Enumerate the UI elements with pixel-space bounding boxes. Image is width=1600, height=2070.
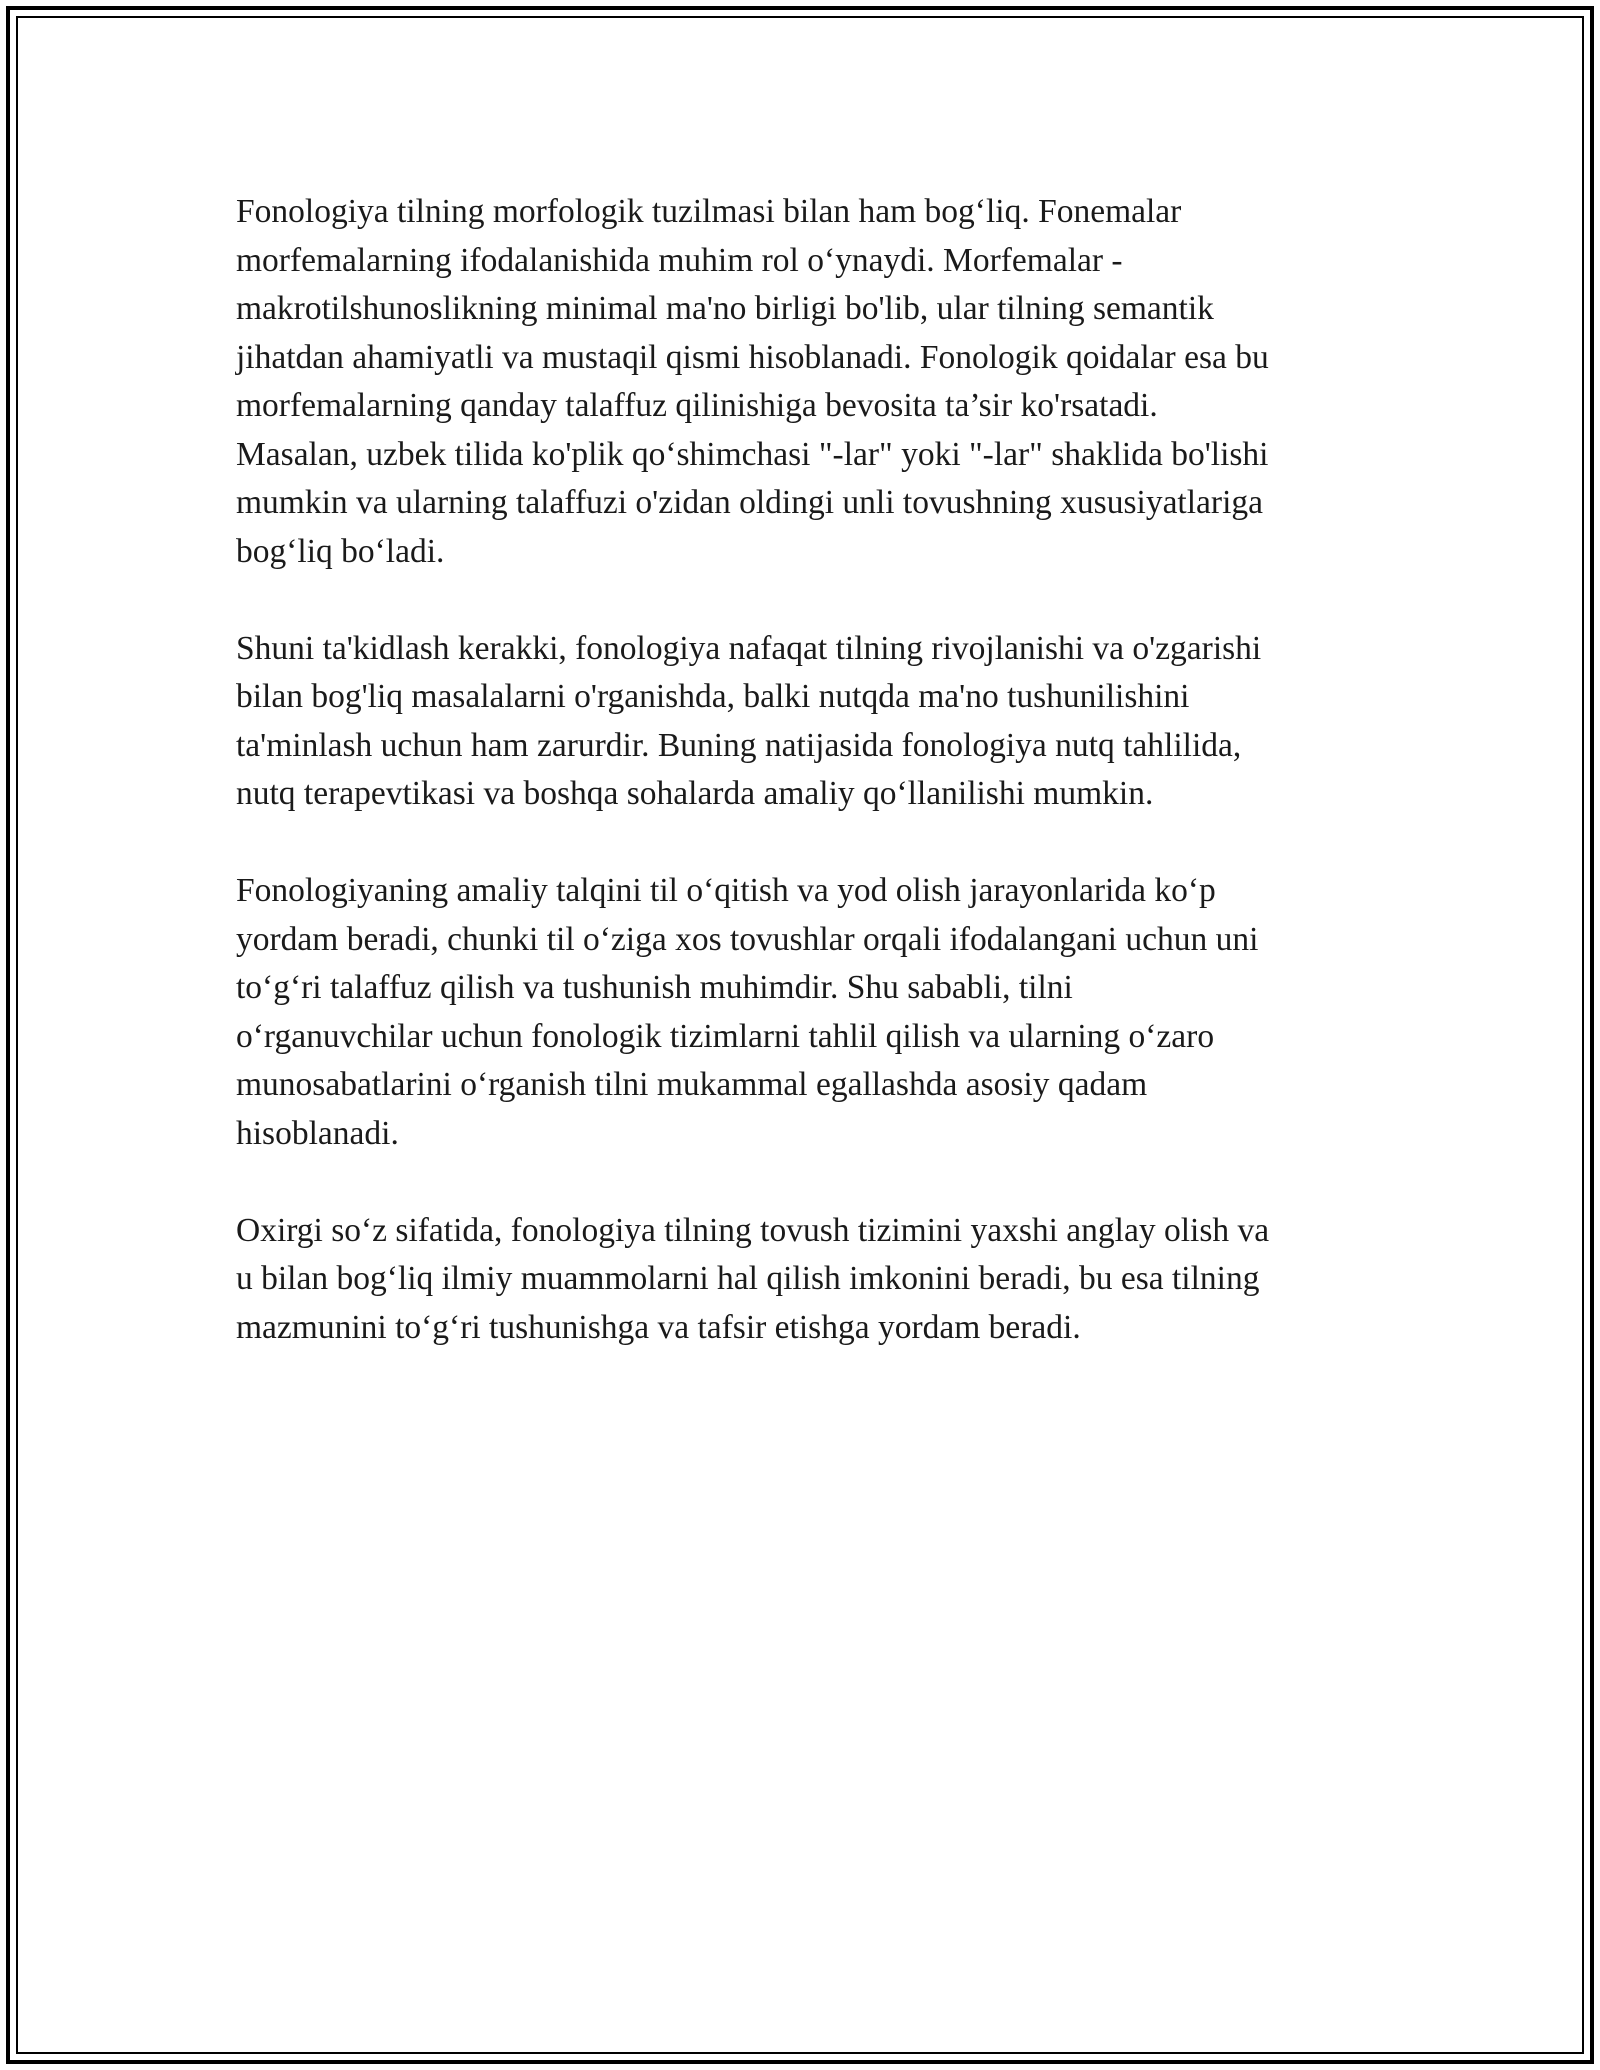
text-line: Fonologiya tilning morfologik tuzilmasi bilan ham bog‘liq. Fonemalar — [236, 193, 1182, 230]
paragraph-conclusion — [236, 1207, 1386, 1353]
text-line: Shuni ta'kidlash kerakki, fonologiya nafaqat tilning rivojlanishi va o'zgarishi — [236, 629, 1262, 667]
text-line: morfemalarning qanday talaffuz qilinishiga bevosita ta’sir ko'rsatadi. — [236, 387, 1158, 424]
text-line: to‘g‘ri talaffuz qilish va tushunish muhimdir. Shu sababli, tilni — [236, 969, 1073, 1006]
document-body — [236, 188, 1386, 1401]
text-line: ta'minlash uchun ham zarurdir. Buning natijasida fonologiya nutq tahlilida, — [236, 726, 1242, 764]
text-line: nutq terapevtikasi va boshqa sohalarda amaliy qo‘llanilishi mumkin. — [236, 775, 1154, 812]
text-line: o‘rganuvchilar uchun fonologik tizimlarni tahlil qilish va ularning o‘zaro — [236, 1017, 1215, 1055]
text-line: Oxirgi so‘z sifatida, fonologiya tilning tovush tizimini yaxshi anglay olish va — [236, 1211, 1270, 1249]
text-line: u bilan bog‘liq ilmiy muammolarni hal qilish imkonini beradi, bu esa tilning — [236, 1260, 1260, 1297]
text-line: bilan bog'liq masalalarni o'rganishda, balki nutqda ma'no tushunilishini — [236, 678, 1190, 715]
text-line: munosabatlarini o‘rganish tilni mukammal egallashda asosiy qadam — [236, 1066, 1148, 1103]
text-line: hisoblanadi. — [236, 1114, 399, 1152]
paragraph-morphology — [236, 188, 1386, 576]
paragraph-emphasis — [236, 625, 1386, 819]
text-line: mumkin va ularning talaffuzi o'zidan oldingi unli tovushning xususiyatlariga — [236, 484, 1264, 521]
text-line: morfemalarning ifodalanishida muhim rol o‘ynaydi. Morfemalar - — [236, 241, 1123, 279]
text-line: Masalan, uzbek tilida ko'plik qo‘shimchasi "-lar" yoki "-lar" shaklida bo'lishi — [236, 435, 1269, 473]
text-line: mazmunini to‘g‘ri tushunishga va tafsir etishga yordam beradi. — [236, 1308, 1081, 1346]
text-line: yordam beradi, chunki til o‘ziga xos tovushlar orqali ifodalangani uchun uni — [236, 920, 1259, 958]
text-line: makrotilshunoslikning minimal ma'no birligi bo'lib, ular tilning semantik — [236, 290, 1214, 327]
text-line: jihatdan ahamiyatli va mustaqil qismi hisoblanadi. Fonologik qoidalar esa bu — [236, 338, 1269, 376]
text-line: Fonologiyaning amaliy talqini til o‘qitish va yod olish jarayonlarida ko‘p — [236, 872, 1216, 909]
text-line: bog‘liq bo‘ladi. — [236, 532, 445, 570]
paragraph-practical — [236, 867, 1386, 1158]
